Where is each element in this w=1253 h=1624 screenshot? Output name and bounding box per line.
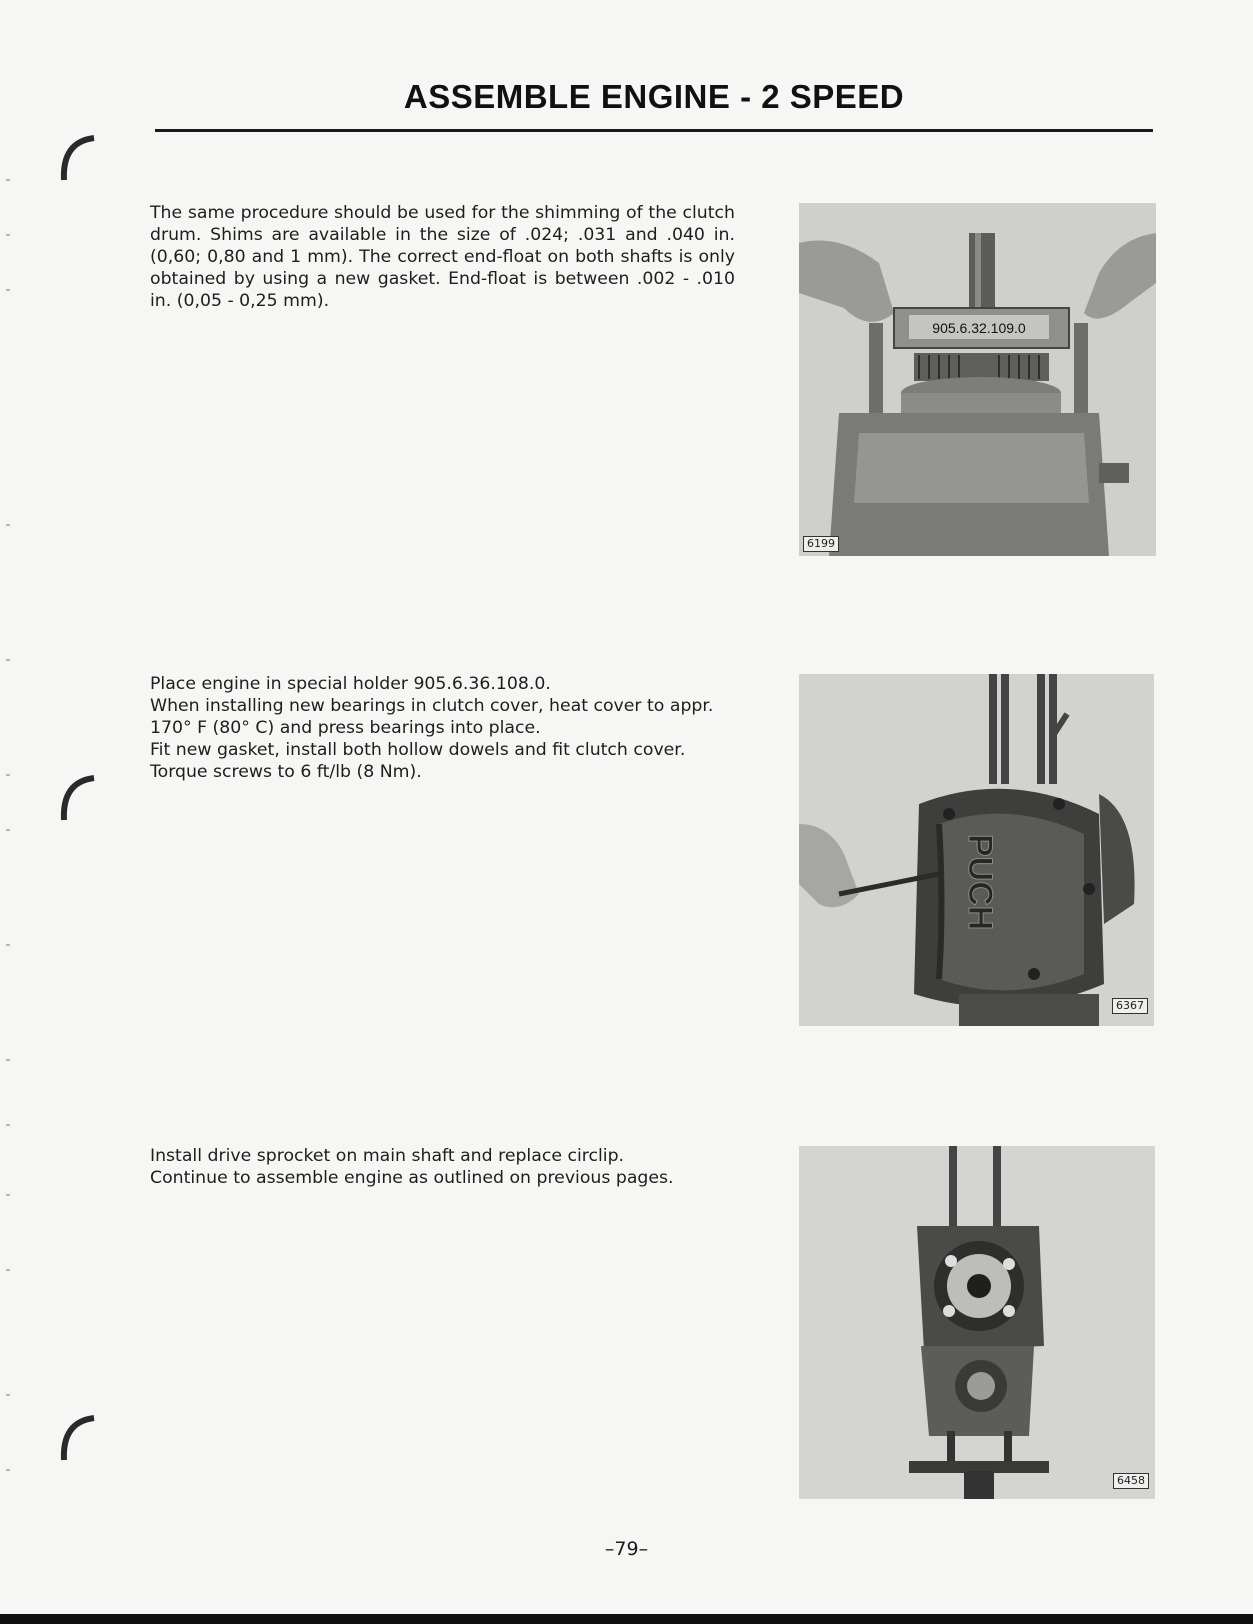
section-1-text <box>150 202 735 312</box>
photo-drive-sprocket <box>799 1146 1155 1499</box>
scan-bottom-edge <box>0 1614 1253 1624</box>
page-number: –79– <box>604 1538 649 1560</box>
text-line: Continue to assemble engine as outlined on previous pages. <box>150 1168 674 1188</box>
section-3-text <box>150 1145 735 1189</box>
title-rule <box>155 129 1153 132</box>
photo-clutch-cover-install <box>799 674 1154 1026</box>
text-line: Install drive sprocket on main shaft and replace circlip. <box>150 1146 625 1166</box>
paragraph: The same procedure should be used for the shimming of the clutch drum. Shims are available in the size of .024; .031 and .040 in. (0,60; 0,80 and 1 mm). The correct end-float on both shafts is only obtained by using a new gasket. End-float is between .002 - .010 in. (0,05 - 0,25 mm). <box>150 203 735 311</box>
figure-number: 6199 <box>803 536 839 552</box>
cover-lettering: PUCH <box>961 834 999 931</box>
figure-number: 6367 <box>1112 998 1148 1014</box>
photo-clutch-drum-shimming <box>799 203 1156 556</box>
figure-number: 6458 <box>1113 1473 1149 1489</box>
binder-hole-mark <box>52 130 122 200</box>
section-2-text <box>150 673 735 783</box>
binder-hole-mark <box>52 770 122 840</box>
text-line: Place engine in special holder 905.6.36.108.0. <box>150 674 551 694</box>
page-edge-marks <box>0 0 20 1624</box>
text-line: Fit new gasket, install both hollow dowels and fit clutch cover. <box>150 740 686 760</box>
binder-hole-mark <box>52 1410 122 1480</box>
page-title: ASSEMBLE ENGINE - 2 SPEED <box>403 78 905 115</box>
tool-number-label: 905.6.32.109.0 <box>932 320 1026 336</box>
text-line: Torque screws to 6 ft/lb (8 Nm). <box>150 762 422 782</box>
text-line: When installing new bearings in clutch cover, heat cover to appr. 170° F (80° C) and press bearings into place. <box>150 696 714 738</box>
